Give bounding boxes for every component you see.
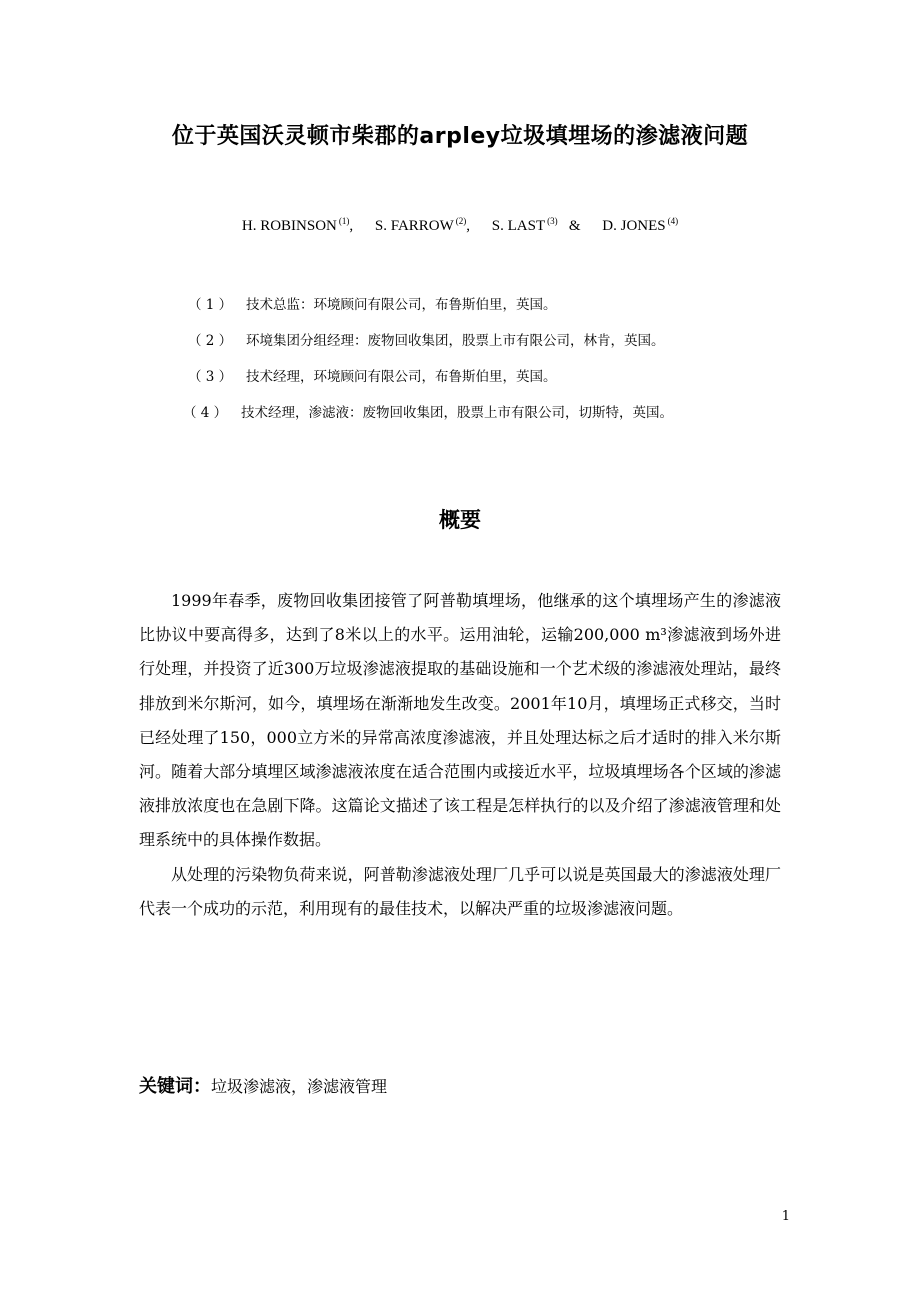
author-2: S. FARROW $^{(2)}$, [374, 216, 471, 234]
author-1: H. ROBINSON $^{(1)}$, [241, 216, 354, 234]
affiliation-text: 环境集团分组经理：废物回收集团，股票上市有限公司，林肯，英国。 [246, 333, 665, 349]
keywords-label: 关键词： [139, 1076, 211, 1097]
author-1-mark: (1) [338, 216, 350, 226]
affiliation-item-3 [188, 359, 888, 395]
abstract-body [139, 584, 781, 926]
abstract-heading: 概要 [439, 508, 481, 532]
page-number: 1 [781, 1209, 790, 1224]
author-3-mark: (3) [547, 216, 558, 226]
author-3: S. LAST $^{(3)}$ & [491, 216, 581, 234]
affiliation-item-4 [183, 395, 888, 431]
affiliation-list [183, 287, 888, 431]
author-line [0, 210, 920, 237]
abstract-paragraph-1: 1999年春季，废物回收集团接管了阿普勒填埋场，他继承的这个填埋场产生的渗滤液比协议中要高得多，达到了8米以上的水平。运用油轮，运输200,000 m³渗滤液到场外进行处理，并投资了近300万垃圾渗滤液提取的基础设施和一个艺术级的渗滤液处理站，最终排放到米尔斯河，如今，填埋场在渐渐地发生改变。2001年10月，填埋场正式移交，当时已经处理了150，000立方米的异常高浓度渗滤液，并且处理达标之后才适时的排入米尔斯河。随着大部分填埋区域渗滤液浓度在适合范围内或接近水平，垃圾填埋场各个区域的渗滤液排放浓度也在急剧下降。这篇论文描述了该工程是怎样执行的以及介绍了渗滤液管理和处理系统中的具体操作数据。 [139, 591, 781, 850]
affiliation-number: （ 4 ） [183, 405, 228, 421]
affiliation-number: （ 3 ） [188, 369, 233, 385]
affiliation-number: （ 2 ） [188, 333, 233, 349]
affiliation-number: （ 1 ） [188, 297, 233, 313]
affiliation-text: 技术经理，环境顾问有限公司，布鲁斯伯里，英国。 [246, 369, 557, 385]
affiliation-item-1 [188, 287, 888, 323]
affiliation-text: 技术总监：环境顾问有限公司，布鲁斯伯里，英国。 [246, 297, 557, 313]
paper-title: 位于英国沃灵顿市柴郡的arpley垃圾填埋场的渗滤液问题 [171, 124, 749, 149]
abstract-paragraph-2: 从处理的污染物负荷来说，阿普勒渗滤液处理厂几乎可以说是英国最大的渗滤液处理厂代表一个成功的示范，利用现有的最佳技术，以解决严重的垃圾渗滤液问题。 [139, 864, 781, 918]
affiliation-item-2 [188, 323, 888, 359]
affiliation-text: 技术经理，渗滤液：废物回收集团，股票上市有限公司，切斯特，英国。 [241, 405, 673, 421]
author-4: D. JONES $^{(4)}$ [602, 216, 679, 234]
author-4-mark: (4) [667, 216, 679, 226]
keywords-text: 垃圾渗滤液，渗滤液管理 [211, 1077, 388, 1096]
keywords-line [139, 1070, 781, 1104]
author-2-mark: (2) [455, 216, 467, 226]
